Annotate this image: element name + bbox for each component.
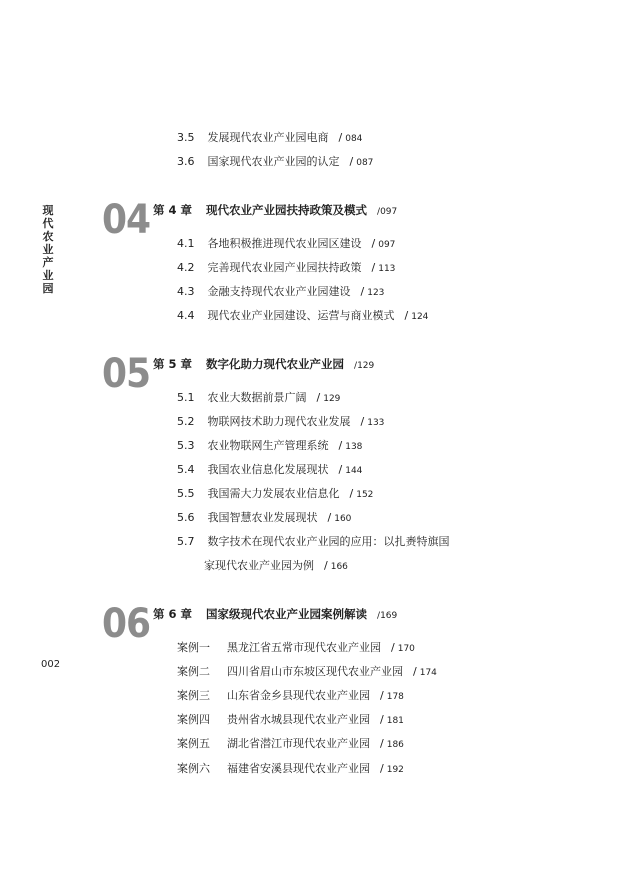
entry-title: 国家现代农业产业园的认定: [207, 155, 340, 168]
entry-title: 黑龙江省五常市现代农业产业园: [227, 641, 381, 654]
toc-entry[interactable]: [177, 415, 384, 430]
entry-number: 4.4: [177, 309, 195, 322]
entry-number: 5.1: [177, 391, 195, 404]
toc-entry[interactable]: [177, 285, 384, 300]
entry-page: / 123: [360, 285, 385, 298]
toc-entry-continuation[interactable]: [204, 559, 348, 574]
entry-title: 湖北省潜江市现代农业产业园: [227, 737, 370, 750]
entry-title: 农业大数据前景广阔: [207, 391, 307, 404]
entry-title: 我国需大力发展农业信息化: [207, 487, 340, 500]
toc-case-entry[interactable]: [177, 762, 404, 777]
case-label: 案例六: [177, 762, 210, 775]
entry-number: 4.3: [177, 285, 195, 298]
page-number: 002: [41, 659, 61, 670]
entry-number: 3.6: [177, 155, 195, 168]
entry-page: / 170: [391, 641, 415, 654]
toc-case-entry[interactable]: [177, 641, 415, 656]
toc-case-entry[interactable]: [177, 713, 404, 728]
entry-page: / 129: [316, 391, 341, 404]
entry-title: 福建省安溪县现代农业产业园: [227, 762, 370, 775]
toc-entry[interactable]: [177, 511, 351, 526]
case-label: 案例四: [177, 713, 210, 726]
entry-title: 发展现代农业产业园电商: [207, 131, 329, 144]
entry-number: 5.7: [177, 535, 195, 548]
toc-entry[interactable]: [177, 391, 340, 406]
entry-title: 我国智慧农业发展现状: [207, 511, 318, 524]
entry-title: 金融支持现代农业产业园建设: [207, 285, 351, 298]
entry-page: / 138: [338, 439, 363, 452]
chapter-page: /129: [354, 361, 375, 371]
entry-number: 4.2: [177, 261, 195, 274]
toc-entry[interactable]: [177, 131, 362, 146]
entry-page: / 174: [413, 665, 437, 678]
entry-number: 4.1: [177, 237, 195, 250]
toc-case-entry[interactable]: [177, 665, 437, 680]
toc-entry[interactable]: [177, 439, 362, 454]
chapter-big-number: 04: [102, 197, 151, 243]
entry-title: 完善现代农业园产业园扶持政策: [207, 261, 362, 274]
entry-page: / 178: [380, 689, 404, 702]
entry-title: 我国农业信息化发展现状: [207, 463, 329, 476]
chapter-title: 数字化助力现代农业产业园: [206, 357, 345, 371]
entry-title: 现代农业产业园建设、运营与商业模式: [207, 309, 395, 322]
entry-number: 5.4: [177, 463, 195, 476]
toc-entry[interactable]: [177, 237, 395, 252]
chapter-heading[interactable]: [153, 357, 374, 373]
entry-page: / 186: [380, 737, 404, 750]
entry-page: / 152: [349, 487, 374, 500]
chapter-big-number: 05: [102, 351, 151, 397]
entry-title: 数字技术在现代农业产业园的应用：以扎赉特旗国: [207, 535, 450, 548]
toc-entry[interactable]: [177, 155, 373, 170]
entry-page: / 113: [371, 261, 396, 274]
toc-case-entry[interactable]: [177, 689, 404, 704]
entry-number: 3.5: [177, 131, 195, 144]
entry-page: / 160: [327, 511, 352, 524]
entry-page: / 087: [349, 155, 374, 168]
entry-page: / 166: [324, 559, 348, 572]
chapter-title: 现代农业产业园扶持政策及模式: [206, 203, 368, 217]
entry-page: / 124: [404, 309, 429, 322]
entry-page: / 144: [338, 463, 363, 476]
entry-title: 山东省金乡县现代农业产业园: [227, 689, 370, 702]
entry-number: 5.3: [177, 439, 195, 452]
entry-title: 农业物联网生产管理系统: [207, 439, 329, 452]
entry-number: 5.6: [177, 511, 195, 524]
entry-title: 物联网技术助力现代农业发展: [207, 415, 351, 428]
entry-page: / 181: [380, 713, 404, 726]
chapter-label: 第 5 章: [153, 357, 193, 371]
chapter-heading[interactable]: [153, 607, 397, 623]
entry-title: 贵州省水城县现代农业产业园: [227, 713, 370, 726]
case-label: 案例二: [177, 665, 210, 678]
entry-title: 各地积极推进现代农业园区建设: [207, 237, 362, 250]
toc-entry[interactable]: [177, 487, 373, 502]
toc-entry[interactable]: [177, 261, 395, 276]
entry-number: 5.5: [177, 487, 195, 500]
toc-case-entry[interactable]: [177, 737, 404, 752]
entry-number: 5.2: [177, 415, 195, 428]
entry-page: / 192: [380, 762, 404, 775]
chapter-big-number: 06: [102, 601, 151, 647]
case-label: 案例三: [177, 689, 210, 702]
toc-entry[interactable]: [177, 463, 362, 478]
chapter-heading[interactable]: [153, 203, 397, 219]
chapter-page: /097: [377, 207, 398, 217]
case-label: 案例五: [177, 737, 210, 750]
chapter-label: 第 4 章: [153, 203, 193, 217]
toc-entry[interactable]: [177, 535, 450, 549]
case-label: 案例一: [177, 641, 210, 654]
running-header-vertical: 现代农业产业园: [42, 204, 54, 295]
entry-page: / 097: [371, 237, 396, 250]
entry-page: / 084: [338, 131, 363, 144]
entry-title-continued: 家现代农业产业园为例: [204, 559, 314, 572]
chapter-title: 国家级现代农业产业园案例解读: [206, 607, 368, 621]
chapter-label: 第 6 章: [153, 607, 193, 621]
entry-page: / 133: [360, 415, 385, 428]
entry-title: 四川省眉山市东坡区现代农业产业园: [227, 665, 403, 678]
chapter-page: /169: [377, 611, 398, 621]
toc-entry[interactable]: [177, 309, 428, 324]
